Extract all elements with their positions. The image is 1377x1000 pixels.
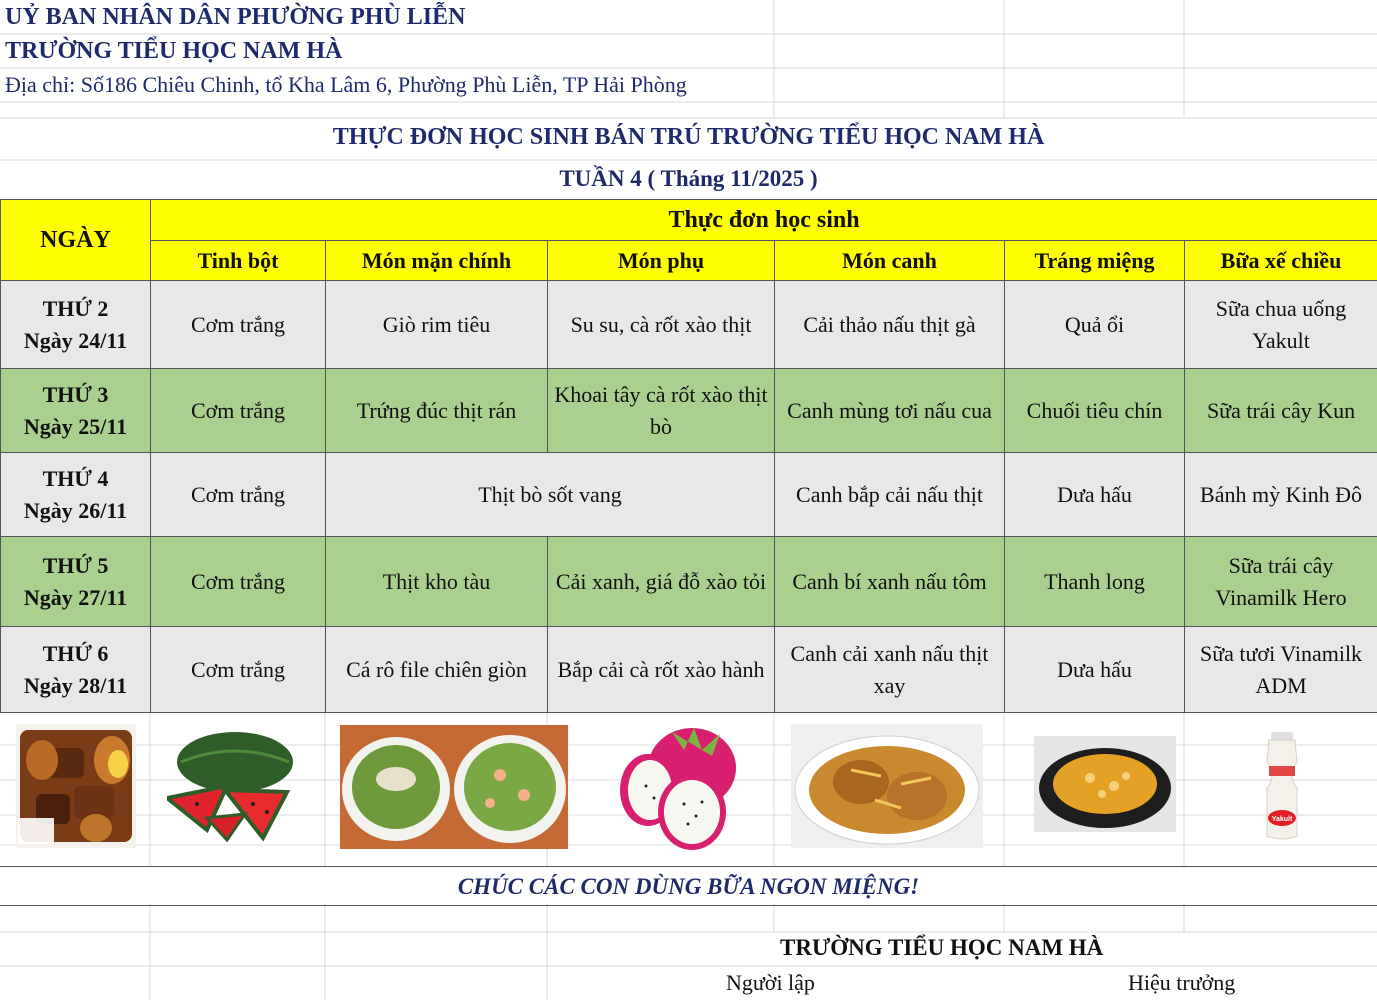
soup-cell: Canh bắp cải nấu thịt	[775, 453, 1005, 537]
school-address: Địa chỉ: Số186 Chiêu Chinh, tổ Kha Lâm 6, Phường Phù Liễn, TP Hải Phòng	[5, 72, 687, 97]
soup-cell: Canh mùng tơi nấu cua	[775, 369, 1005, 453]
table-row	[1, 369, 1377, 453]
braised-pork-egg-photo	[16, 724, 136, 848]
col-header-snack: Bữa xế chiều	[1185, 241, 1377, 281]
table-row	[1, 281, 1377, 369]
starch-cell: Cơm trắng	[151, 281, 326, 369]
menu-table	[0, 199, 1377, 713]
main-dish-cell: Cá rô file chiên giòn	[326, 627, 548, 713]
committee-name: UỶ BAN NHÂN DÂN PHƯỜNG PHÙ LIỄN	[5, 4, 466, 30]
signature-school: TRƯỜNG TIỂU HỌC NAM HÀ	[780, 935, 1104, 960]
watermelon-photo	[167, 730, 302, 842]
col-header-main: Món mặn chính	[326, 241, 548, 281]
dessert-cell: Chuối tiêu chín	[1005, 369, 1185, 453]
yakult-logo-text: Yakult	[1271, 816, 1293, 823]
yakult-bottle-photo	[1257, 732, 1307, 844]
side-dish-cell: Su su, cà rốt xào thịt	[548, 281, 775, 369]
col-header-side: Món phụ	[548, 241, 775, 281]
col-header-soup: Món canh	[775, 241, 1005, 281]
signature-preparer: Người lập	[726, 970, 815, 995]
main-dish-cell: Trứng đúc thịt rán	[326, 369, 548, 453]
dessert-cell: Quả ổi	[1005, 281, 1185, 369]
day-cell	[1, 453, 151, 537]
dessert-cell: Dưa hấu	[1005, 627, 1185, 713]
menu-title: THỰC ĐƠN HỌC SINH BÁN TRÚ TRƯỜNG TIỂU HỌC NAM HÀ	[332, 124, 1045, 150]
day-cell	[1, 369, 151, 453]
col-header-dessert: Tráng miệng	[1005, 241, 1185, 281]
date: Ngày 26/11	[23, 497, 128, 523]
day-header: NGÀY	[1, 200, 151, 281]
day-cell	[1, 627, 151, 713]
table-row	[1, 627, 1377, 713]
starch-cell: Cơm trắng	[151, 537, 326, 627]
main-dish-merged-cell: Thịt bò sốt vang	[326, 453, 775, 537]
table-row	[1, 453, 1377, 537]
starch-cell: Cơm trắng	[151, 453, 326, 537]
snack-cell: Sữa chua uống Yakult	[1185, 281, 1377, 369]
food-photos	[0, 712, 1377, 866]
side-dish-cell: Cải xanh, giá đỗ xào tỏi	[548, 537, 775, 627]
snack-cell: Sữa trái cây Vinamilk Hero	[1185, 537, 1377, 627]
date: Ngày 25/11	[23, 413, 128, 439]
ginger-chicken-photo	[791, 724, 983, 848]
snack-cell: Sữa trái cây Kun	[1185, 369, 1377, 453]
dessert-cell: Dưa hấu	[1005, 453, 1185, 537]
starch-cell: Cơm trắng	[151, 627, 326, 713]
signature-principal: Hiệu trưởng	[1128, 970, 1236, 995]
day-cell	[1, 537, 151, 627]
date: Ngày 28/11	[23, 672, 128, 698]
weekday: THỨ 2	[42, 295, 109, 321]
main-dish-cell: Giò rim tiêu	[326, 281, 548, 369]
closing-message: CHÚC CÁC CON DÙNG BỮA NGON MIỆNG!	[0, 866, 1377, 906]
day-cell	[1, 281, 151, 369]
starch-cell: Cơm trắng	[151, 369, 326, 453]
weekday: THỨ 4	[42, 465, 109, 491]
vegetable-soup-photo	[340, 725, 568, 849]
weekday: THỨ 5	[42, 552, 109, 578]
weekday: THỨ 6	[42, 640, 109, 666]
side-dish-cell: Khoai tây cà rốt xào thịt bò	[548, 369, 775, 453]
date: Ngày 24/11	[23, 327, 128, 353]
soup-cell: Canh bí xanh nấu tôm	[775, 537, 1005, 627]
menu-group-header: Thực đơn học sinh	[151, 200, 1377, 241]
side-dish-cell: Bắp cải cà rốt xào hành	[548, 627, 775, 713]
table-row	[1, 537, 1377, 627]
dessert-cell: Thanh long	[1005, 537, 1185, 627]
dragon-fruit-photo	[612, 720, 742, 854]
soup-cell: Cải thảo nấu thịt gà	[775, 281, 1005, 369]
weekday: THỨ 3	[42, 381, 109, 407]
snack-cell: Bánh mỳ Kinh Đô	[1185, 453, 1377, 537]
school-name: TRƯỜNG TIỂU HỌC NAM HÀ	[5, 38, 343, 64]
pumpkin-soup-photo	[1034, 736, 1176, 832]
week-subtitle: TUẦN 4 ( Tháng 11/2025 )	[559, 166, 818, 191]
soup-cell: Canh cải xanh nấu thịt xay	[775, 627, 1005, 713]
date: Ngày 27/11	[23, 584, 128, 610]
main-dish-cell: Thịt kho tàu	[326, 537, 548, 627]
col-header-starch: Tinh bột	[151, 241, 326, 281]
snack-cell: Sữa tươi Vinamilk ADM	[1185, 627, 1377, 713]
